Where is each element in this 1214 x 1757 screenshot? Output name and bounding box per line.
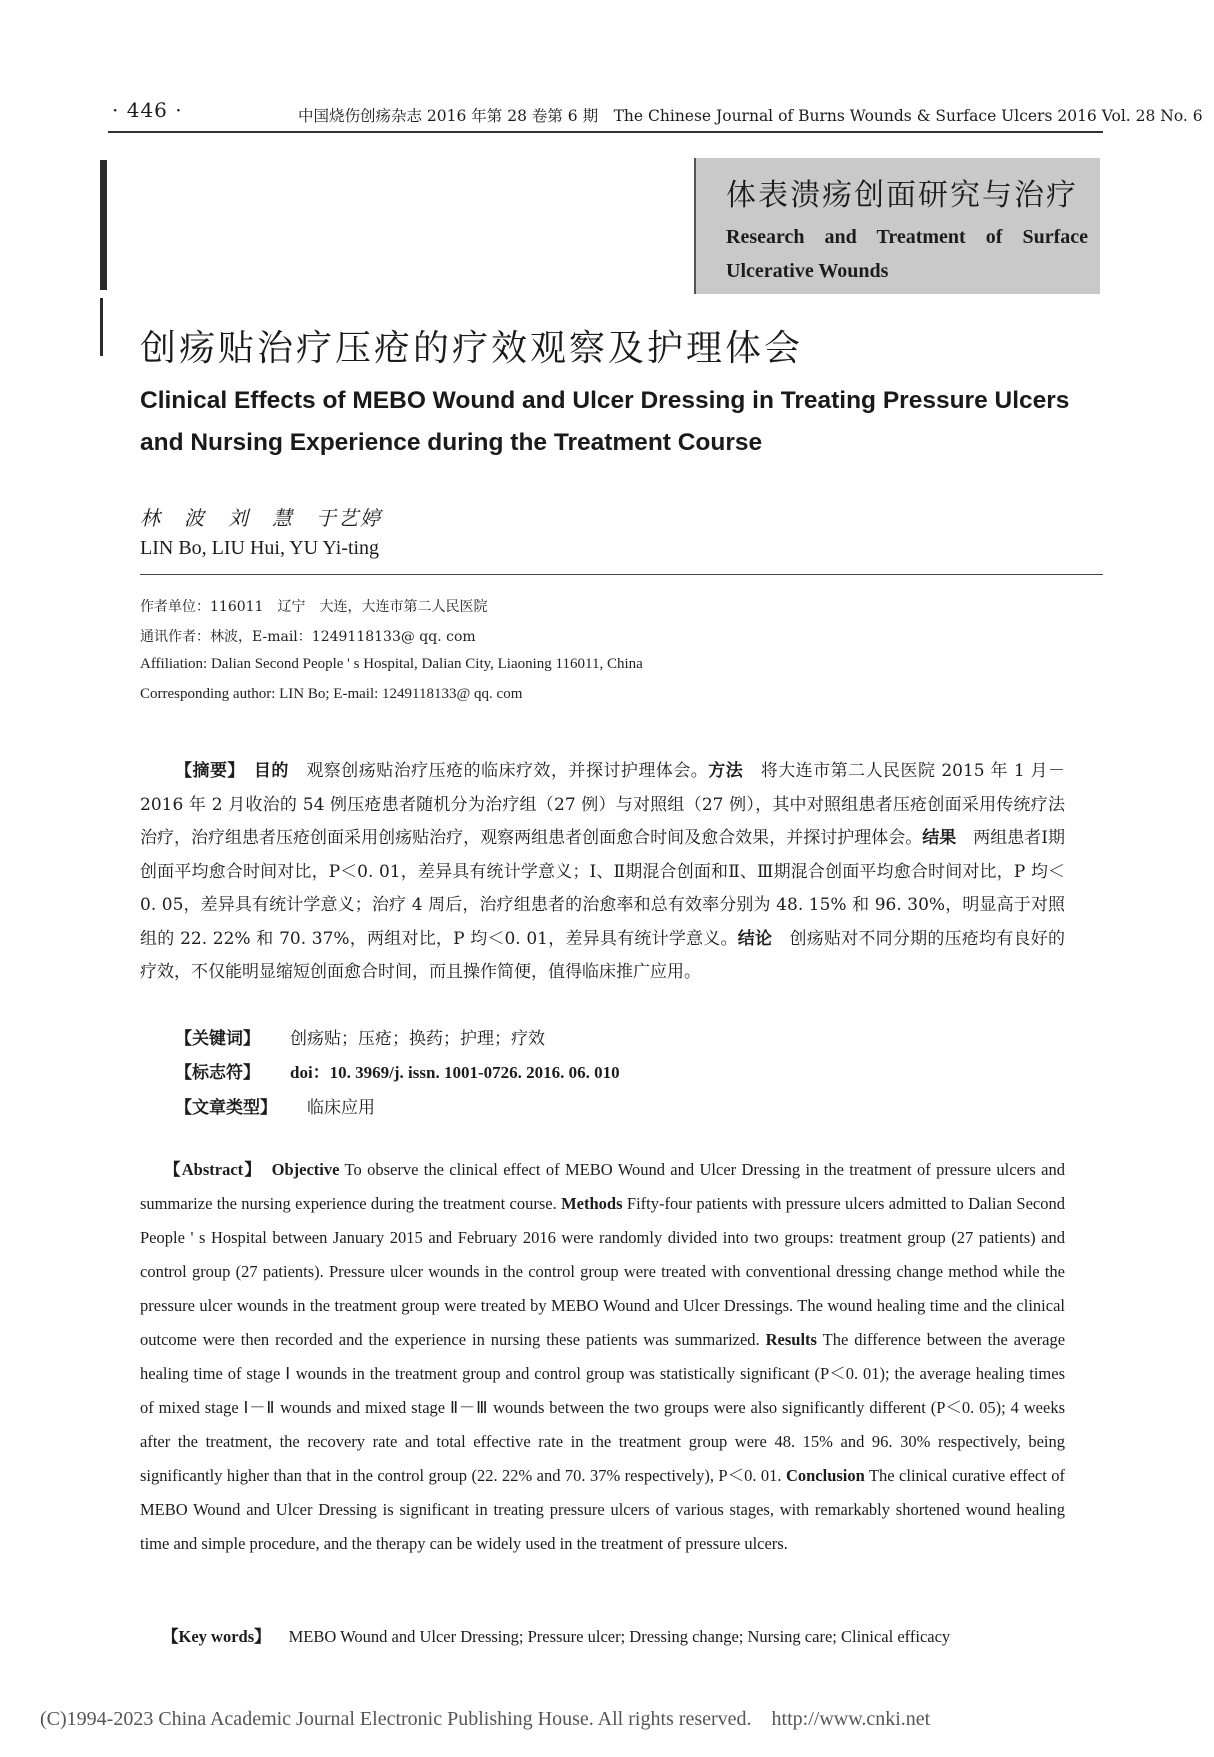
corresponding-author-cn: 通讯作者：林波，E-mail：1249118133@ qq. com	[140, 629, 476, 645]
objective-text-cn: 观察创疡贴治疗压疮的临床疗效，并探讨护理体会。	[306, 761, 709, 781]
conclusion-text-en: The clinical curative effect of MEBO Wound and Ulcer Dressing is significant in treating pressure ulcers of various stages, with remarkably shortened wound healing time and simple procedure, and the therapy can be widely used in the treatment of pressure ulcers.	[140, 1466, 1066, 1553]
copyright-text: (C)1994-2023 China Academic Journal Electronic Publishing House. All rights reserved.	[40, 1708, 752, 1730]
methods-text-en: Fifty-four patients with pressure ulcers admitted to Dalian Second People ' s Hospital between January 2015 and February 2016 were randomly divided into two groups: treatment group (27 patients) and control group (27 patients). Pressure ulcer wounds in the control group were treated with conventional dressing change method while the pressure ulcer wounds in the treatment group were treated by MEBO Wound and Ulcer Dressings. The wound healing time and the clinical outcome were then recorded and the experience in nursing these patients was summarized.	[140, 1194, 1065, 1349]
objective-text-en: To observe the clinical effect of MEBO Wound and Ulcer Dressing in the treatment of pressure ulcers and summarize the nursing experience during the treatment course.	[140, 1160, 1066, 1213]
keywords-en-tag: 【Key words】	[162, 1627, 271, 1646]
keywords-en	[162, 1623, 1082, 1647]
keywords-cn-tag: 【关键词】	[175, 1029, 260, 1049]
article-type-text: 临床应用	[307, 1098, 375, 1118]
section-banner	[694, 158, 1100, 294]
methods-label-en: Methods	[561, 1194, 623, 1213]
abstract-en-tag: 【Abstract】	[164, 1160, 254, 1179]
section-title-en: Research and Treatment of Surface Ulcerative Wounds	[726, 226, 1088, 282]
keywords-en-text: MEBO Wound and Ulcer Dressing; Pressure ulcer; Dressing change; Nursing care; Clinical efficacy	[288, 1627, 951, 1646]
keywords-cn-text: 创疡贴；压疮；换药；护理；疗效	[290, 1029, 545, 1049]
cnki-link[interactable]: http://www.cnki.net	[771, 1708, 931, 1730]
page-number: · 446 ·	[112, 98, 183, 122]
authors-cn: 林 波 刘 慧 于艺婷	[140, 506, 382, 530]
keywords-cn	[175, 1024, 545, 1049]
authors-en: LIN Bo, LIU Hui, YU Yi-ting	[140, 537, 380, 559]
objective-label-cn: 目的	[253, 761, 289, 781]
article-title-cn: 创疡贴治疗压疮的疗效观察及护理体会	[140, 328, 804, 369]
article-type-row	[175, 1093, 375, 1118]
article-type-tag: 【文章类型】	[175, 1098, 277, 1118]
doi-row	[175, 1058, 620, 1083]
affiliation-en: Affiliation: Dalian Second People ' s Hospital, Dalian City, Liaoning 116011, China	[140, 656, 643, 672]
conclusion-text-cn: 创疡贴对不同分期的压疮均有良好的疗效，不仅能明显缩短创面愈合时间，而且操作简便，值得临床推广应用。	[140, 928, 1065, 982]
results-label-cn: 结果	[922, 828, 957, 848]
doi-tag: 【标志符】	[175, 1063, 260, 1083]
affiliation-cn: 作者单位：116011 辽宁 大连，大连市第二人民医院	[140, 599, 488, 615]
results-text-cn: 两组患者Ⅰ期创面平均愈合时间对比，P＜0. 01，差异具有统计学意义；Ⅰ、Ⅱ期混合创面和Ⅱ、Ⅲ期混合创面平均愈合时间对比，P 均＜0. 05，差异具有统计学意义；治疗 4 周后，治疗组患者的治愈率和总有效率分别为 48. 15% 和 96. 30%，明显高于对照组的 22. 22% 和 70. 37%，两组对比，P 均＜0. 01，差异具有统计学意义。	[140, 828, 1066, 949]
methods-label-cn: 方法	[708, 761, 744, 781]
footer	[40, 1708, 930, 1731]
abstract-cn-tag: 【摘要】	[175, 761, 237, 781]
results-label-en: Results	[765, 1330, 817, 1349]
methods-text-cn: 将大连市第二人民医院 2015 年 1 月－2016 年 2 月收治的 54 例压疮患者随机分为治疗组（27 例）与对照组（27 例），其中对照组患者压疮创面采用传统疗法治疗，治疗组患者压疮创面采用创疡贴治疗，观察两组患者创面愈合时间及愈合效果，并探讨护理体会。	[140, 761, 1066, 848]
abstract-en	[140, 1153, 1065, 1561]
abstract-cn	[140, 755, 1065, 990]
section-accent-bar	[100, 160, 107, 290]
section-title-cn: 体表溃疡创面研究与治疗	[726, 178, 1078, 213]
conclusion-label-en: Conclusion	[785, 1466, 865, 1485]
journal-header: 中国烧伤创疡杂志 2016 年第 28 卷第 6 期 The Chinese Journal of Burns Wounds & Surface Ulcers 2016 Vol. 28 No. 6	[298, 107, 1203, 125]
doi-link[interactable]: doi：10. 3969/j. issn. 1001-0726. 2016. 06. 010	[290, 1063, 620, 1082]
header-rule	[108, 131, 1103, 133]
results-text-en: The difference between the average healing time of stage Ⅰ wounds in the treatment group and control group was statistically significant (P＜0. 01); the average healing times of mixed stage Ⅰ－Ⅱ wounds and mixed stage Ⅱ－Ⅲ wounds between the two groups were also significantly different (P＜0. 05); 4 weeks after the treatment, the recovery rate and total effective rate in the treatment group were 48. 15% and 96. 30% respectively, being significantly higher than that in the control group (22. 22% and 70. 37% respectively), P＜0. 01.	[140, 1330, 1066, 1485]
corresponding-author-en: Corresponding author: LIN Bo; E-mail: 1249118133@ qq. com	[140, 686, 523, 702]
objective-label-en: Objective	[271, 1160, 340, 1179]
conclusion-label-cn: 结论	[737, 928, 773, 949]
article-title-en: Clinical Effects of MEBO Wound and Ulcer Dressing in Treating Pressure Ulcers and Nursing Experience during the Treatment Course	[140, 387, 1070, 456]
authors-rule	[140, 574, 1103, 575]
title-accent-bar	[100, 298, 103, 356]
